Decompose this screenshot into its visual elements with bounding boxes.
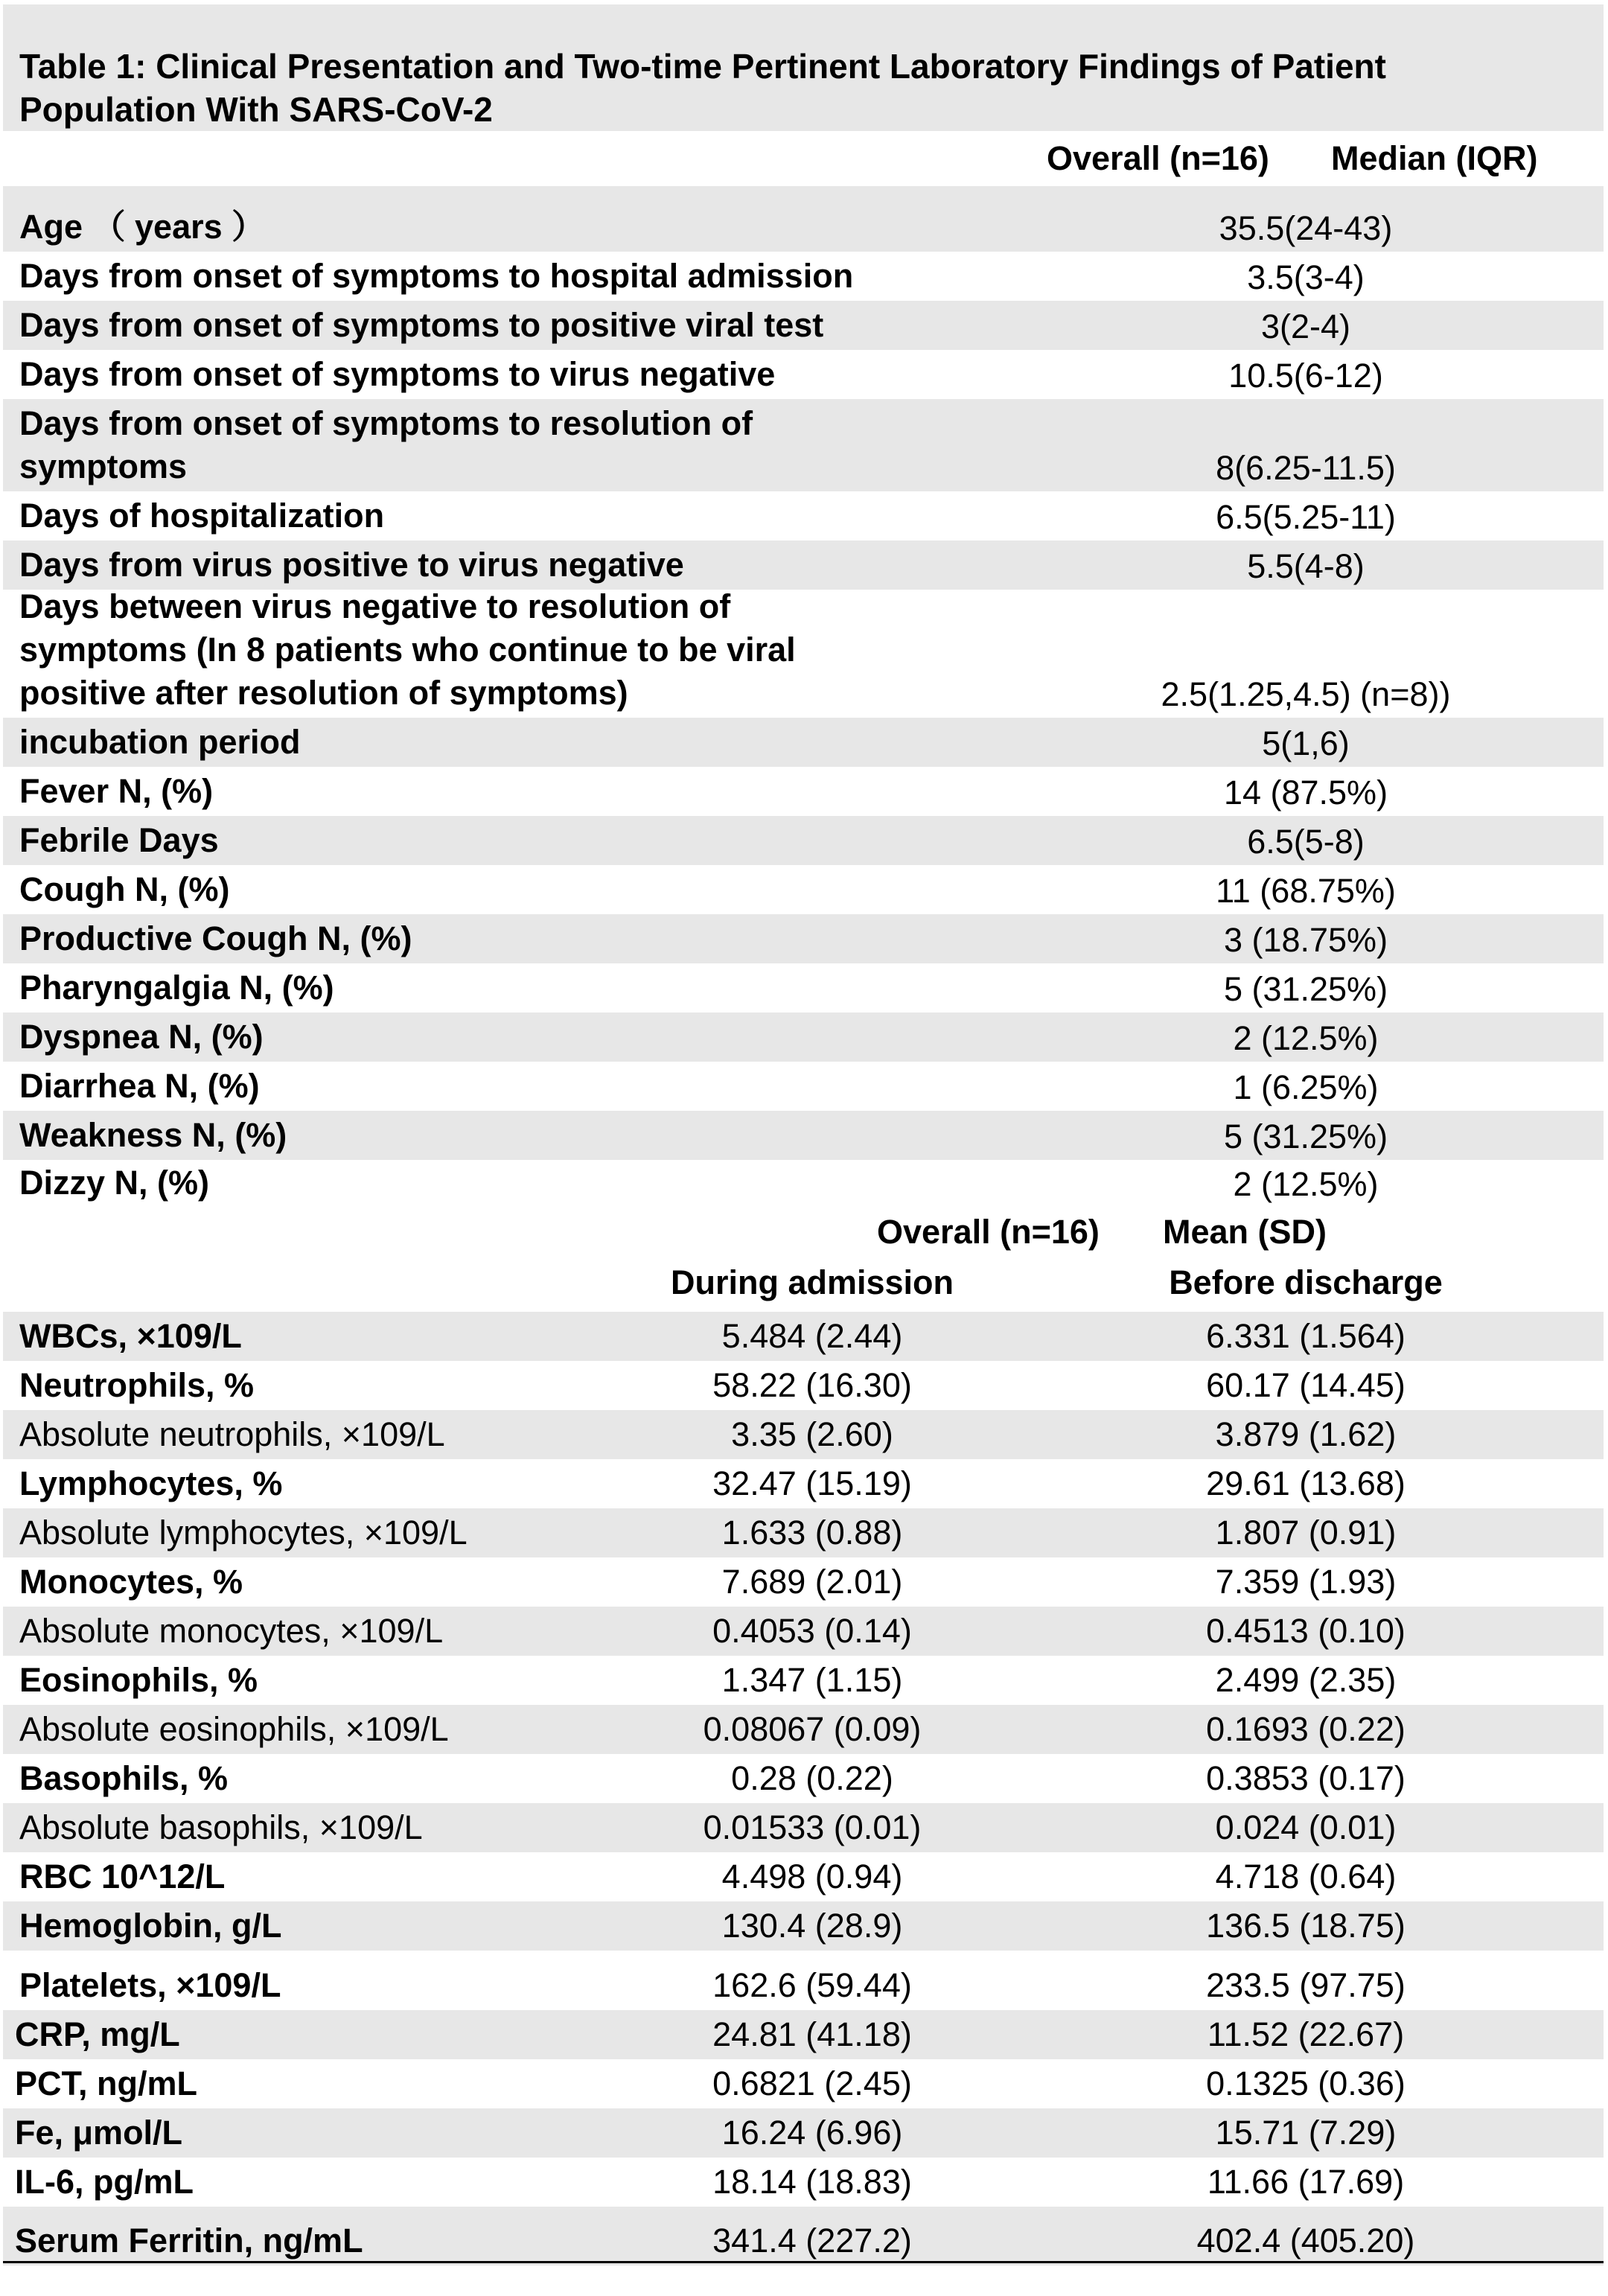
table-bottom-rule — [3, 2261, 1604, 2263]
row-label: Basophils, % — [19, 1759, 229, 1797]
row-label: Platelets, ×109/L — [19, 1966, 281, 2004]
table-row — [3, 1459, 1604, 1508]
value-before-discharge: 136.5 (18.75) — [1206, 1907, 1406, 1945]
row-value: 3 (18.75%) — [1223, 921, 1388, 959]
row-label: incubation period — [19, 723, 301, 761]
row-label: Days from onset of symptoms to resolution of — [19, 404, 753, 442]
value-during-admission: 1.633 (0.88) — [721, 1514, 903, 1552]
row-label: Absolute eosinophils, ×109/L — [19, 1710, 449, 1748]
clinical-header-overall: Overall (n=16) — [1047, 139, 1269, 177]
table-row — [3, 1062, 1604, 1111]
value-during-admission: 0.28 (0.22) — [731, 1759, 893, 1797]
row-label: PCT, ng/mL — [15, 2064, 197, 2102]
row-label: Days from virus positive to virus negative — [19, 546, 684, 584]
value-during-admission: 162.6 (59.44) — [712, 1966, 912, 2004]
lab-header-discharge: Before discharge — [1169, 1263, 1443, 1301]
row-label: Weakness N, (%) — [19, 1116, 287, 1154]
row-label: WBCs, ×109/L — [19, 1317, 242, 1355]
row-label: Neutrophils, % — [19, 1366, 255, 1404]
table-row — [3, 1312, 1604, 1361]
table-row — [3, 587, 1604, 718]
table-row — [3, 2207, 1604, 2265]
table-row — [3, 1013, 1604, 1062]
row-label: Eosinophils, % — [19, 1661, 258, 1699]
row-label: Hemoglobin, g/L — [19, 1907, 282, 1945]
table-row — [3, 865, 1604, 914]
row-value: 5 (31.25%) — [1223, 1117, 1388, 1155]
row-value: 14 (87.5%) — [1223, 774, 1388, 811]
table-title-line-2: Population With SARS-CoV-2 — [19, 90, 493, 129]
table-row — [3, 252, 1604, 301]
value-before-discharge: 11.66 (17.69) — [1207, 2163, 1405, 2201]
value-before-discharge: 0.3853 (0.17) — [1206, 1759, 1406, 1797]
table-row — [3, 718, 1604, 767]
row-value: 6.5(5-8) — [1247, 823, 1365, 861]
table-row — [3, 816, 1604, 865]
row-label: CRP, mg/L — [15, 2015, 180, 2053]
table-row — [3, 1160, 1604, 1208]
value-before-discharge: 7.359 (1.93) — [1215, 1563, 1397, 1601]
row-label: Dyspnea N, (%) — [19, 1018, 264, 1056]
row-label: Productive Cough N, (%) — [19, 919, 412, 957]
value-during-admission: 3.35 (2.60) — [731, 1415, 893, 1453]
value-before-discharge: 233.5 (97.75) — [1206, 1966, 1406, 2004]
row-label: Days from onset of symptoms to positive viral test — [19, 306, 824, 344]
row-value: 3.5(3-4) — [1247, 258, 1365, 296]
clinical-header-stat: Median (IQR) — [1331, 139, 1538, 177]
row-label: Absolute lymphocytes, ×109/L — [19, 1514, 468, 1552]
row-value: 5(1,6) — [1262, 724, 1350, 762]
lab-header-admission: During admission — [670, 1263, 954, 1301]
table-row — [3, 1361, 1604, 1410]
row-value: 5.5(4-8) — [1247, 547, 1365, 585]
value-during-admission: 32.47 (15.19) — [712, 1464, 912, 1502]
row-label: Monocytes, % — [19, 1563, 243, 1601]
table-row — [3, 491, 1604, 540]
clinical-header-row — [3, 131, 1604, 186]
value-before-discharge: 0.4513 (0.10) — [1206, 1612, 1406, 1650]
table-row — [3, 767, 1604, 816]
row-value: 35.5(24-43) — [1219, 209, 1393, 247]
value-during-admission: 4.498 (0.94) — [721, 1857, 903, 1895]
table-row — [3, 2059, 1604, 2108]
value-during-admission: 0.01533 (0.01) — [703, 1808, 922, 1846]
value-before-discharge: 60.17 (14.45) — [1206, 1366, 1406, 1404]
value-during-admission: 5.484 (2.44) — [721, 1317, 903, 1355]
value-before-discharge: 4.718 (0.64) — [1215, 1857, 1397, 1895]
row-label: Serum Ferritin, ng/mL — [15, 2222, 363, 2260]
row-value: 1 (6.25%) — [1233, 1068, 1379, 1106]
value-during-admission: 0.4053 (0.14) — [712, 1612, 912, 1650]
table-row — [3, 1951, 1604, 2010]
row-label: Lymphocytes, % — [19, 1464, 283, 1502]
row-label: symptoms (In 8 patients who continue to be viral — [19, 631, 796, 669]
row-label: Days of hospitalization — [19, 497, 385, 535]
table-row — [3, 301, 1604, 350]
table-row — [3, 1803, 1604, 1852]
row-label: IL-6, pg/mL — [15, 2163, 194, 2201]
row-value: 2 (12.5%) — [1233, 1019, 1379, 1057]
value-before-discharge: 1.807 (0.91) — [1215, 1514, 1397, 1552]
row-label: Absolute neutrophils, ×109/L — [19, 1415, 445, 1453]
table-row — [3, 2108, 1604, 2158]
table-row — [3, 1754, 1604, 1803]
table-row — [3, 399, 1604, 491]
table-row — [3, 2010, 1604, 2059]
row-value: 3(2-4) — [1260, 307, 1351, 345]
table-row — [3, 1557, 1604, 1607]
row-label: Diarrhea N, (%) — [19, 1067, 260, 1105]
lab-header-stat: Mean (SD) — [1163, 1213, 1327, 1251]
value-during-admission: 130.4 (28.9) — [721, 1907, 903, 1945]
row-label: RBC 10^12/L — [19, 1857, 226, 1895]
table-row — [3, 1111, 1604, 1160]
value-during-admission: 1.347 (1.15) — [721, 1661, 903, 1699]
row-value: 2 (12.5%) — [1233, 1165, 1379, 1203]
table-title-row — [3, 4, 1604, 131]
table-row — [3, 914, 1604, 963]
row-label: symptoms — [19, 447, 188, 485]
table-row — [3, 963, 1604, 1013]
value-during-admission: 0.6821 (2.45) — [712, 2064, 912, 2102]
table-row — [3, 1852, 1604, 1901]
table-row — [3, 1705, 1604, 1754]
value-before-discharge: 0.1693 (0.22) — [1206, 1710, 1406, 1748]
row-label: positive after resolution of symptoms) — [19, 674, 628, 712]
value-before-discharge: 15.71 (7.29) — [1215, 2114, 1397, 2152]
value-before-discharge: 0.024 (0.01) — [1215, 1808, 1397, 1846]
value-during-admission: 16.24 (6.96) — [721, 2114, 903, 2152]
row-label: Febrile Days — [19, 821, 219, 859]
row-value: 8(6.25-11.5) — [1216, 449, 1396, 487]
table-row — [3, 1901, 1604, 1951]
row-label: Fe, μmol/L — [15, 2114, 183, 2152]
table-row — [3, 1508, 1604, 1557]
value-before-discharge: 3.879 (1.62) — [1215, 1415, 1397, 1453]
row-label: Pharyngalgia N, (%) — [19, 969, 334, 1007]
value-during-admission: 0.08067 (0.09) — [703, 1710, 922, 1748]
value-before-discharge: 2.499 (2.35) — [1215, 1661, 1397, 1699]
value-before-discharge: 29.61 (13.68) — [1206, 1464, 1406, 1502]
row-label: Absolute basophils, ×109/L — [19, 1808, 423, 1846]
row-label: Days from onset of symptoms to virus negative — [19, 355, 776, 393]
row-label: Age （ years ） — [19, 208, 266, 246]
row-value: 5 (31.25%) — [1223, 970, 1388, 1008]
table-row — [3, 186, 1604, 252]
row-label: Absolute monocytes, ×109/L — [19, 1612, 444, 1650]
table-row — [3, 540, 1604, 590]
table-row — [3, 1607, 1604, 1656]
table-title-line-1: Table 1: Clinical Presentation and Two-time Pertinent Laboratory Findings of Patient — [19, 47, 1386, 86]
value-before-discharge: 402.4 (405.20) — [1196, 2222, 1415, 2260]
value-during-admission: 341.4 (227.2) — [712, 2222, 912, 2260]
value-during-admission: 7.689 (2.01) — [721, 1563, 903, 1601]
row-value: 10.5(6-12) — [1228, 357, 1383, 395]
row-label: Days from onset of symptoms to hospital admission — [19, 257, 854, 295]
row-label: Cough N, (%) — [19, 870, 230, 908]
value-before-discharge: 11.52 (22.67) — [1207, 2015, 1405, 2053]
table-row — [3, 1656, 1604, 1705]
row-label: Dizzy N, (%) — [19, 1164, 210, 1202]
table-row — [3, 2158, 1604, 2207]
value-during-admission: 18.14 (18.83) — [712, 2163, 912, 2201]
row-value: 6.5(5.25-11) — [1216, 498, 1396, 536]
row-label: Days between virus negative to resolution of — [19, 587, 731, 625]
table-row — [3, 350, 1604, 399]
value-during-admission: 58.22 (16.30) — [712, 1366, 912, 1404]
row-label: Fever N, (%) — [19, 772, 214, 810]
table-row — [3, 1410, 1604, 1459]
row-value: 2.5(1.25,4.5) (n=8)) — [1161, 675, 1451, 713]
value-during-admission: 24.81 (41.18) — [712, 2015, 912, 2053]
lab-header-row — [3, 1208, 1604, 1312]
value-before-discharge: 0.1325 (0.36) — [1206, 2064, 1406, 2102]
row-value: 11 (68.75%) — [1216, 872, 1396, 910]
lab-header-overall: Overall (n=16) — [877, 1213, 1100, 1251]
value-before-discharge: 6.331 (1.564) — [1206, 1317, 1406, 1355]
